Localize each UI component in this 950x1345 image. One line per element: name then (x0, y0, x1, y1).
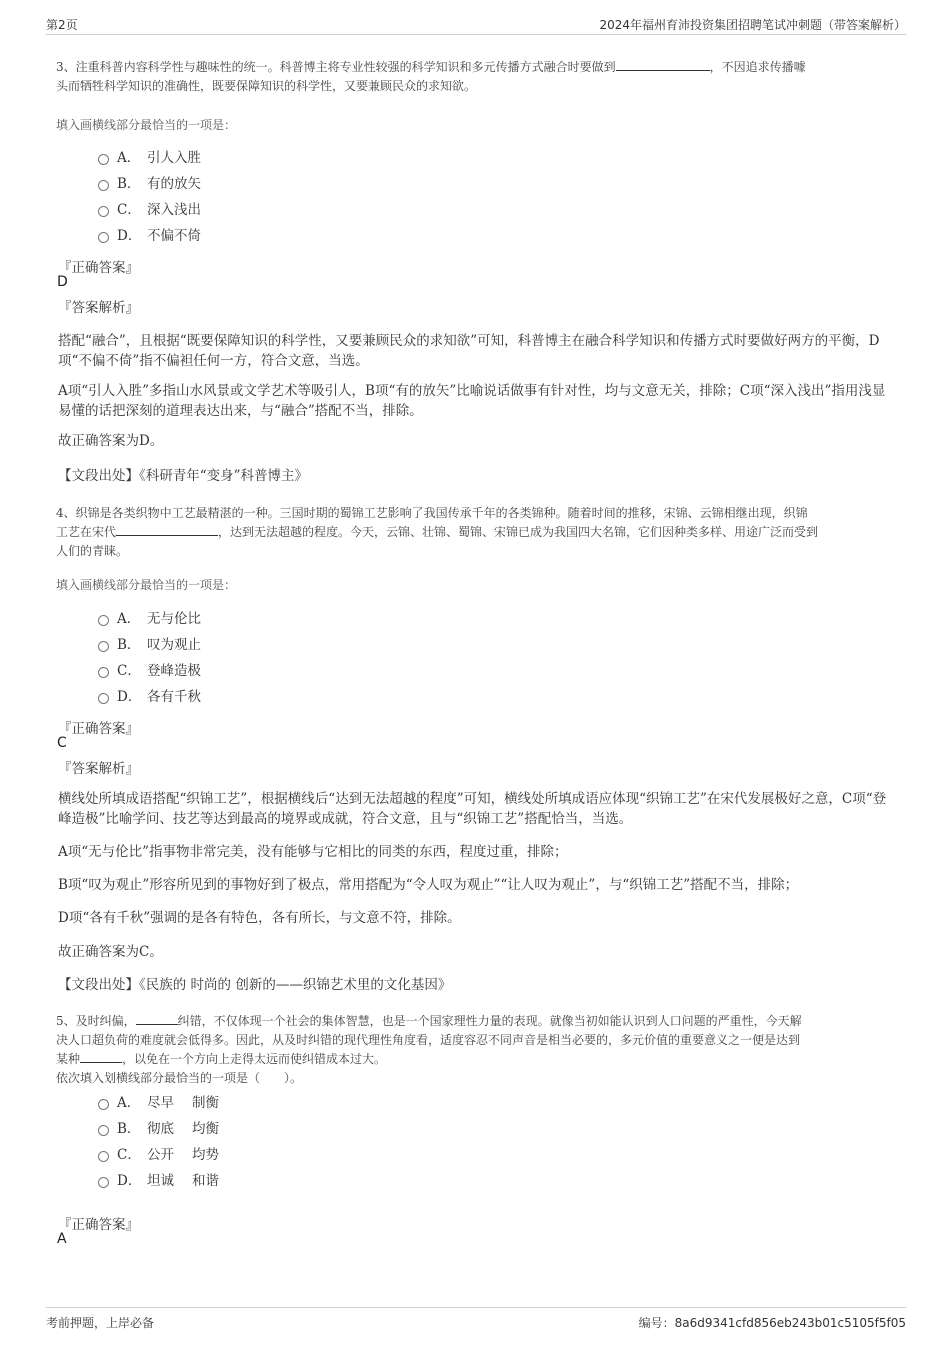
option-d[interactable]: D． 不偏不倚 (98, 223, 201, 249)
radio-icon[interactable] (98, 154, 109, 165)
fill-blank (116, 523, 218, 536)
analysis-label: 『答案解析』 (58, 300, 139, 316)
page-footer (46, 1307, 906, 1330)
radio-icon[interactable] (98, 1151, 109, 1162)
document-id: 编号：8a6d9341cfd856eb243b01c5105f5f05 (638, 1316, 906, 1330)
option-c[interactable]: C． 公开 均势 (98, 1142, 219, 1168)
question-4-prompt: 填入画横线部分最恰当的一项是： (56, 578, 237, 592)
option-b[interactable]: B． 叹为观止 (98, 632, 201, 658)
fill-blank (80, 1050, 122, 1063)
analysis-paragraph: A项“引人入胜”多指山水风景或文学艺术等吸引人，B项“有的放矢”比喻说话做事有针对性，均与文意无关，排除；C项“深入浅出”指用浅显易懂的话把深刻的道理表达出来，与“融合”搭配不当，排除。 (58, 383, 886, 419)
radio-icon[interactable] (98, 180, 109, 191)
correct-answer: C (57, 735, 67, 751)
question-3-prompt: 填入画横线部分最恰当的一项是： (56, 118, 237, 132)
radio-icon[interactable] (98, 1125, 109, 1136)
fill-blank (616, 58, 710, 71)
question-4-stem: 4、织锦是各类织物中工艺最精湛的一种。三国时期的蜀锦工艺影响了我国传承千年的各类锦种。随着时间的推移，宋锦、云锦相继出现，织锦 工艺在宋代 ，达到无法超越的程度。今天，云锦、壮锦、蜀锦、宋锦已成为我国四大名锦，它们因种类多样、用途广泛而受到 人们的青睐。 (56, 506, 819, 558)
source-citation: 【文段出处】《民族的 时尚的 创新的——织锦艺术里的文化基因》 (58, 977, 452, 993)
page-number: 第2页 (46, 18, 78, 32)
option-d[interactable]: D． 各有千秋 (98, 684, 201, 710)
radio-icon[interactable] (98, 641, 109, 652)
option-a[interactable]: A． 无与伦比 (98, 606, 201, 632)
question-4-options (98, 606, 201, 710)
correct-answer: D (57, 274, 68, 290)
analysis-paragraph: 横线处所填成语搭配“织锦工艺”，根据横线后“达到无法超越的程度”可知，横线处所填成语应体现“织锦工艺”在宋代发展极好之意，C项“登峰造极”比喻学问、技艺等达到最高的境界或成就，符合文意，且与“织锦工艺”搭配恰当，当选。 (58, 791, 887, 827)
question-3-stem: 3、注重科普内容科学性与趣味性的统一。科普博主将专业性较强的科学知识和多元传播方式融合时要做到 ，不因追求传播噱 头而牺牲科学知识的准确性，既要保障知识的科学性，又要兼顾民众的求知欲。 (56, 60, 806, 93)
analysis-paragraph: D项“各有千秋”强调的是各有特色，各有所长，与文意不符，排除。 (58, 910, 461, 926)
radio-icon[interactable] (98, 206, 109, 217)
answer-label: 『正确答案』 (58, 260, 139, 276)
fill-blank (136, 1012, 178, 1025)
option-d[interactable]: D． 坦诚 和谐 (98, 1168, 219, 1194)
radio-icon[interactable] (98, 1099, 109, 1110)
footer-slogan: 考前押题，上岸必备 (46, 1316, 155, 1330)
analysis-label: 『答案解析』 (58, 761, 139, 777)
analysis-paragraph: 搭配“融合”，且根据“既要保障知识的科学性，又要兼顾民众的求知欲”可知，科普博主在融合科学知识和传播方式时要做好两方的平衡，D项“不偏不倚”指不偏袒任何一方，符合文意，当选。 (58, 333, 880, 369)
option-c[interactable]: C． 登峰造极 (98, 658, 201, 684)
option-b[interactable]: B． 有的放矢 (98, 171, 201, 197)
analysis-paragraph: A项“无与伦比”指事物非常完美，没有能够与它相比的同类的东西，程度过重，排除； (58, 844, 568, 860)
page-header (46, 14, 906, 35)
radio-icon[interactable] (98, 232, 109, 243)
document-title: 2024年福州育沛投资集团招聘笔试冲刺题（带答案解析） (599, 18, 906, 32)
option-c[interactable]: C． 深入浅出 (98, 197, 201, 223)
option-b[interactable]: B． 彻底 均衡 (98, 1116, 219, 1142)
answer-label: 『正确答案』 (58, 1217, 139, 1233)
source-citation: 【文段出处】《科研青年“变身”科普博主》 (58, 468, 309, 484)
question-5-options (98, 1090, 219, 1194)
option-a[interactable]: A． 引人入胜 (98, 145, 201, 171)
radio-icon[interactable] (98, 693, 109, 704)
question-5-stem: 5、及时纠偏， 纠错，不仅体现一个社会的集体智慧，也是一个国家理性力量的表现。就像当初如能认识到人口问题的严重性，今天解 决人口超负荷的难度就会低得多。因此，从及时纠错的现代理性角度看，适度容忍不同声音是相当必要的，多元价值的重要意义之一便是达到 某种 ，以免在一个方向上走得太远而使纠错成本过大。 依次填入划横线部分最恰当的一项是（ ）。 (56, 1014, 802, 1085)
analysis-conclusion: 故正确答案为C。 (58, 944, 163, 960)
radio-icon[interactable] (98, 1177, 109, 1188)
answer-label: 『正确答案』 (58, 721, 139, 737)
analysis-paragraph: B项“叹为观止”形容所见到的事物好到了极点，常用搭配为“令人叹为观止”“让人叹为观止”，与“织锦工艺”搭配不当，排除； (58, 877, 799, 893)
radio-icon[interactable] (98, 667, 109, 678)
question-3-options (98, 145, 201, 249)
option-a[interactable]: A． 尽早 制衡 (98, 1090, 219, 1116)
analysis-conclusion: 故正确答案为D。 (58, 433, 164, 449)
correct-answer: A (57, 1231, 67, 1247)
radio-icon[interactable] (98, 615, 109, 626)
